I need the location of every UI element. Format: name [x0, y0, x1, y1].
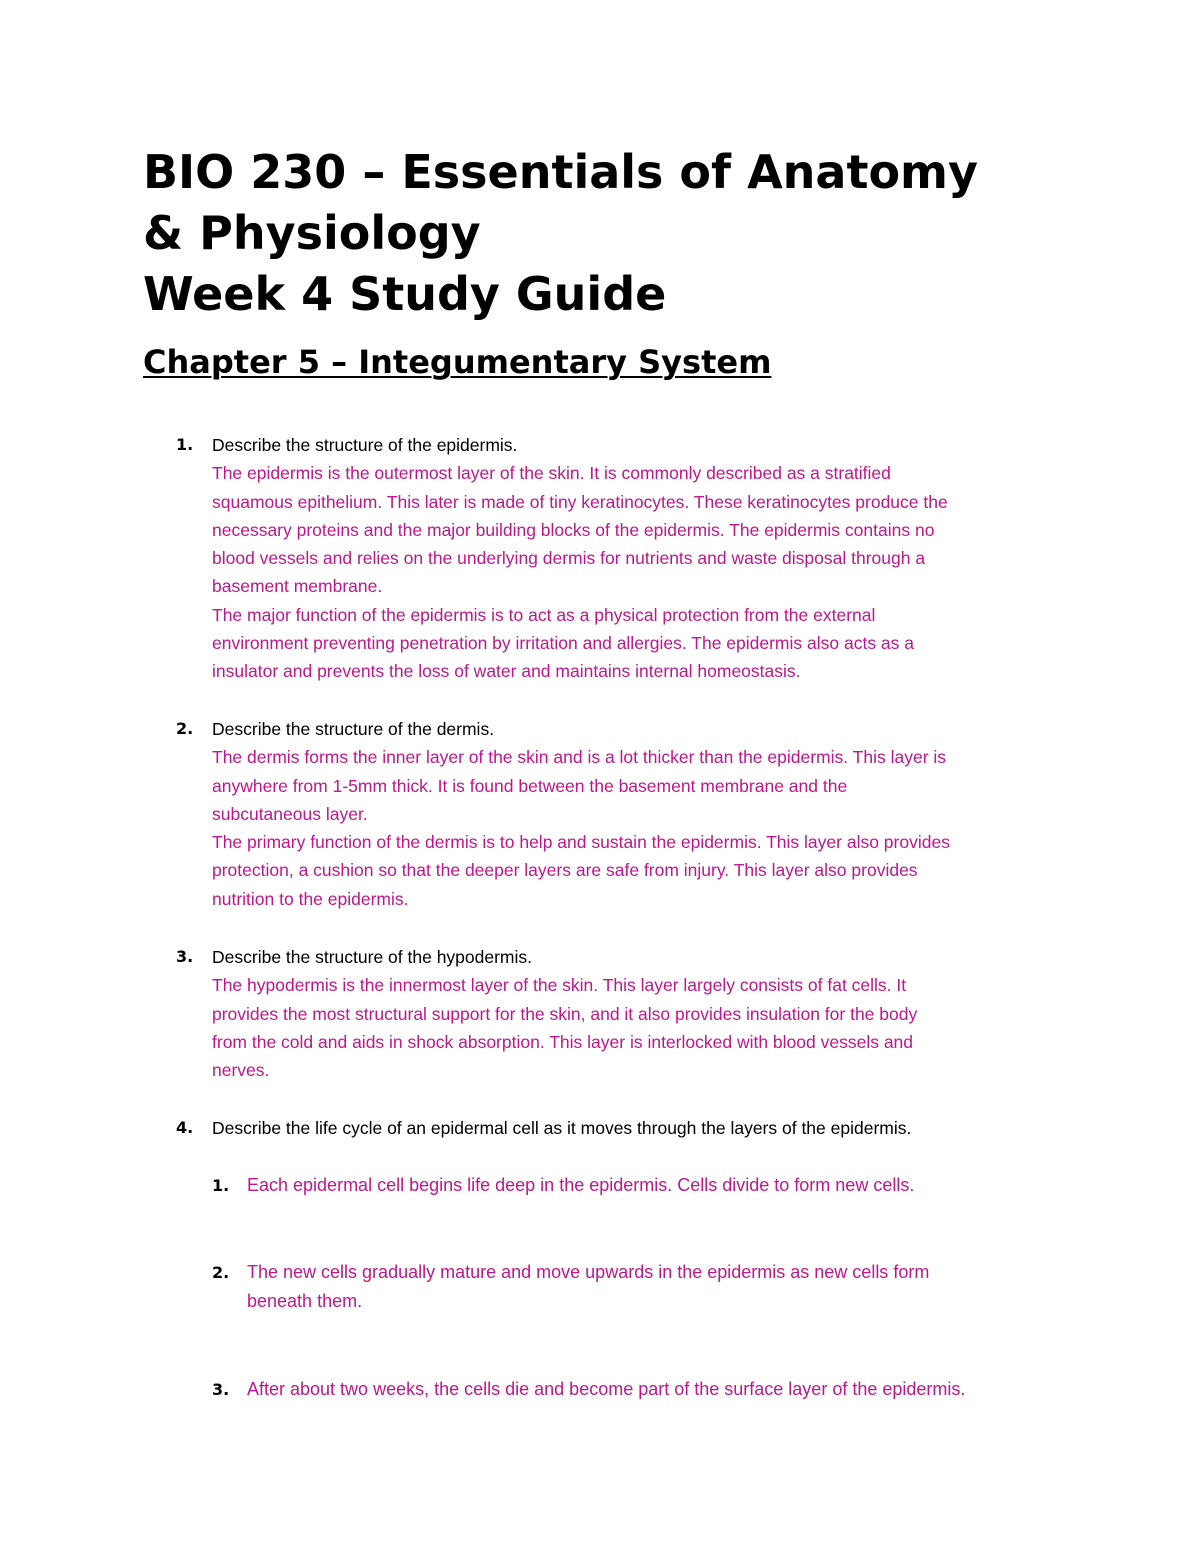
step-number: 2. [212, 1263, 230, 1282]
question-number: 1. [176, 435, 194, 454]
answer-line: The major function of the epidermis is to act as a physical protection from the external [212, 604, 876, 625]
question-prompt: Describe the structure of the epidermis. [212, 435, 518, 455]
document-title [143, 142, 1123, 325]
answer-line: environment preventing penetration by irritation and allergies. The epidermis also acts as a [212, 633, 915, 654]
question-prompt: Describe the structure of the hypodermis. [212, 947, 533, 967]
answer-line: nutrition to the epidermis. [212, 888, 409, 909]
step-text [247, 1375, 965, 1404]
step-line: Each epidermal cell begins life deep in the epidermis. Cells divide to form new cells. [247, 1175, 915, 1195]
question-number: 2. [176, 719, 194, 738]
step-text [247, 1171, 914, 1200]
answer-text [212, 743, 1072, 913]
step-number: 1. [212, 1176, 230, 1195]
chapter-heading: Chapter 5 – Integumentary System [143, 343, 772, 381]
step-number: 3. [212, 1380, 230, 1399]
answer-text [212, 971, 1072, 1084]
answer-line: provides the most structural support for the skin, and it also provides insulation for the body [212, 1003, 918, 1024]
answer-line: nerves. [212, 1060, 270, 1081]
answer-line: basement membrane. [212, 576, 383, 597]
title-line: & Physiology [143, 206, 481, 260]
answer-line: subcutaneous layer. [212, 803, 368, 824]
answer-line: squamous epithelium. This later is made of tiny keratinocytes. These keratinocytes produce the [212, 491, 948, 512]
answer-line: The hypodermis is the innermost layer of the skin. This layer largely consists of fat cells. It [212, 975, 907, 996]
step-line: After about two weeks, the cells die and become part of the surface layer of the epidermis. [247, 1379, 966, 1399]
step-text [247, 1258, 929, 1316]
answer-line: blood vessels and relies on the underlying dermis for nutrients and waste disposal through a [212, 548, 926, 569]
step-line: beneath them. [247, 1291, 363, 1311]
answer-line: necessary proteins and the major building blocks of the epidermis. The epidermis contains no [212, 519, 935, 540]
question-prompt: Describe the life cycle of an epidermal cell as it moves through the layers of the epidermis. [212, 1118, 912, 1138]
question-number: 3. [176, 947, 194, 966]
question-prompt: Describe the structure of the dermis. [212, 719, 495, 739]
answer-line: from the cold and aids in shock absorption. This layer is interlocked with blood vessels and [212, 1031, 914, 1052]
answer-line: insulator and prevents the loss of water and maintains internal homeostasis. [212, 661, 801, 682]
answer-line: anywhere from 1-5mm thick. It is found between the basement membrane and the [212, 775, 848, 796]
step-line: The new cells gradually mature and move upwards in the epidermis as new cells form [247, 1262, 930, 1282]
question-number: 4. [176, 1118, 194, 1137]
answer-line: The primary function of the dermis is to help and sustain the epidermis. This layer also provides [212, 832, 950, 853]
answer-text [212, 459, 1072, 685]
answer-line: The dermis forms the inner layer of the skin and is a lot thicker than the epidermis. This layer is [212, 747, 947, 768]
answer-line: The epidermis is the outermost layer of the skin. It is commonly described as a stratified [212, 463, 891, 484]
answer-line: protection, a cushion so that the deeper layers are safe from injury. This layer also provides [212, 860, 918, 881]
title-line: BIO 230 – Essentials of Anatomy [143, 145, 978, 199]
title-line: Week 4 Study Guide [143, 267, 667, 321]
